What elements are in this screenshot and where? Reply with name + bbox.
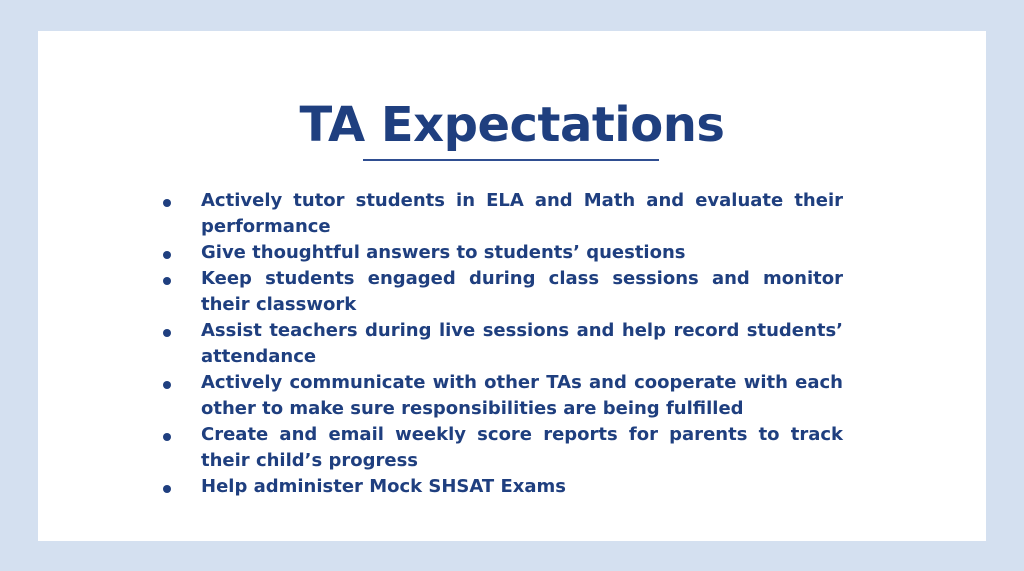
list-item-text: Create and email weekly score reports for parents to track their child’s progress (201, 424, 843, 471)
bullet-icon (163, 485, 171, 493)
list-item (163, 422, 843, 474)
bullet-icon (163, 251, 171, 259)
list-item (163, 240, 843, 266)
list-item (163, 318, 843, 370)
page-title: TA Expectations (299, 97, 725, 153)
list-item-text: Give thoughtful answers to students’ questions (201, 242, 686, 263)
list-item (163, 266, 843, 318)
list-item-text: Help administer Mock SHSAT Exams (201, 476, 566, 497)
list-item (163, 370, 843, 422)
bullet-icon (163, 329, 171, 337)
list-item (163, 188, 843, 240)
list-item-text: Actively tutor students in ELA and Math and evaluate their performance (201, 190, 843, 237)
list-item-text: Keep students engaged during class sessions and monitor their classwork (201, 268, 843, 315)
list-item-text: Assist teachers during live sessions and help record students’ attendance (201, 320, 843, 367)
bullet-icon (163, 199, 171, 207)
bullet-icon (163, 433, 171, 441)
list-item (163, 474, 843, 500)
bullet-icon (163, 381, 171, 389)
expectations-list (163, 188, 843, 500)
title-divider (363, 159, 659, 161)
slide-card (38, 31, 986, 541)
list-item-text: Actively communicate with other TAs and cooperate with each other to make sure responsibilities are being fulfilled (201, 372, 843, 419)
bullet-icon (163, 277, 171, 285)
